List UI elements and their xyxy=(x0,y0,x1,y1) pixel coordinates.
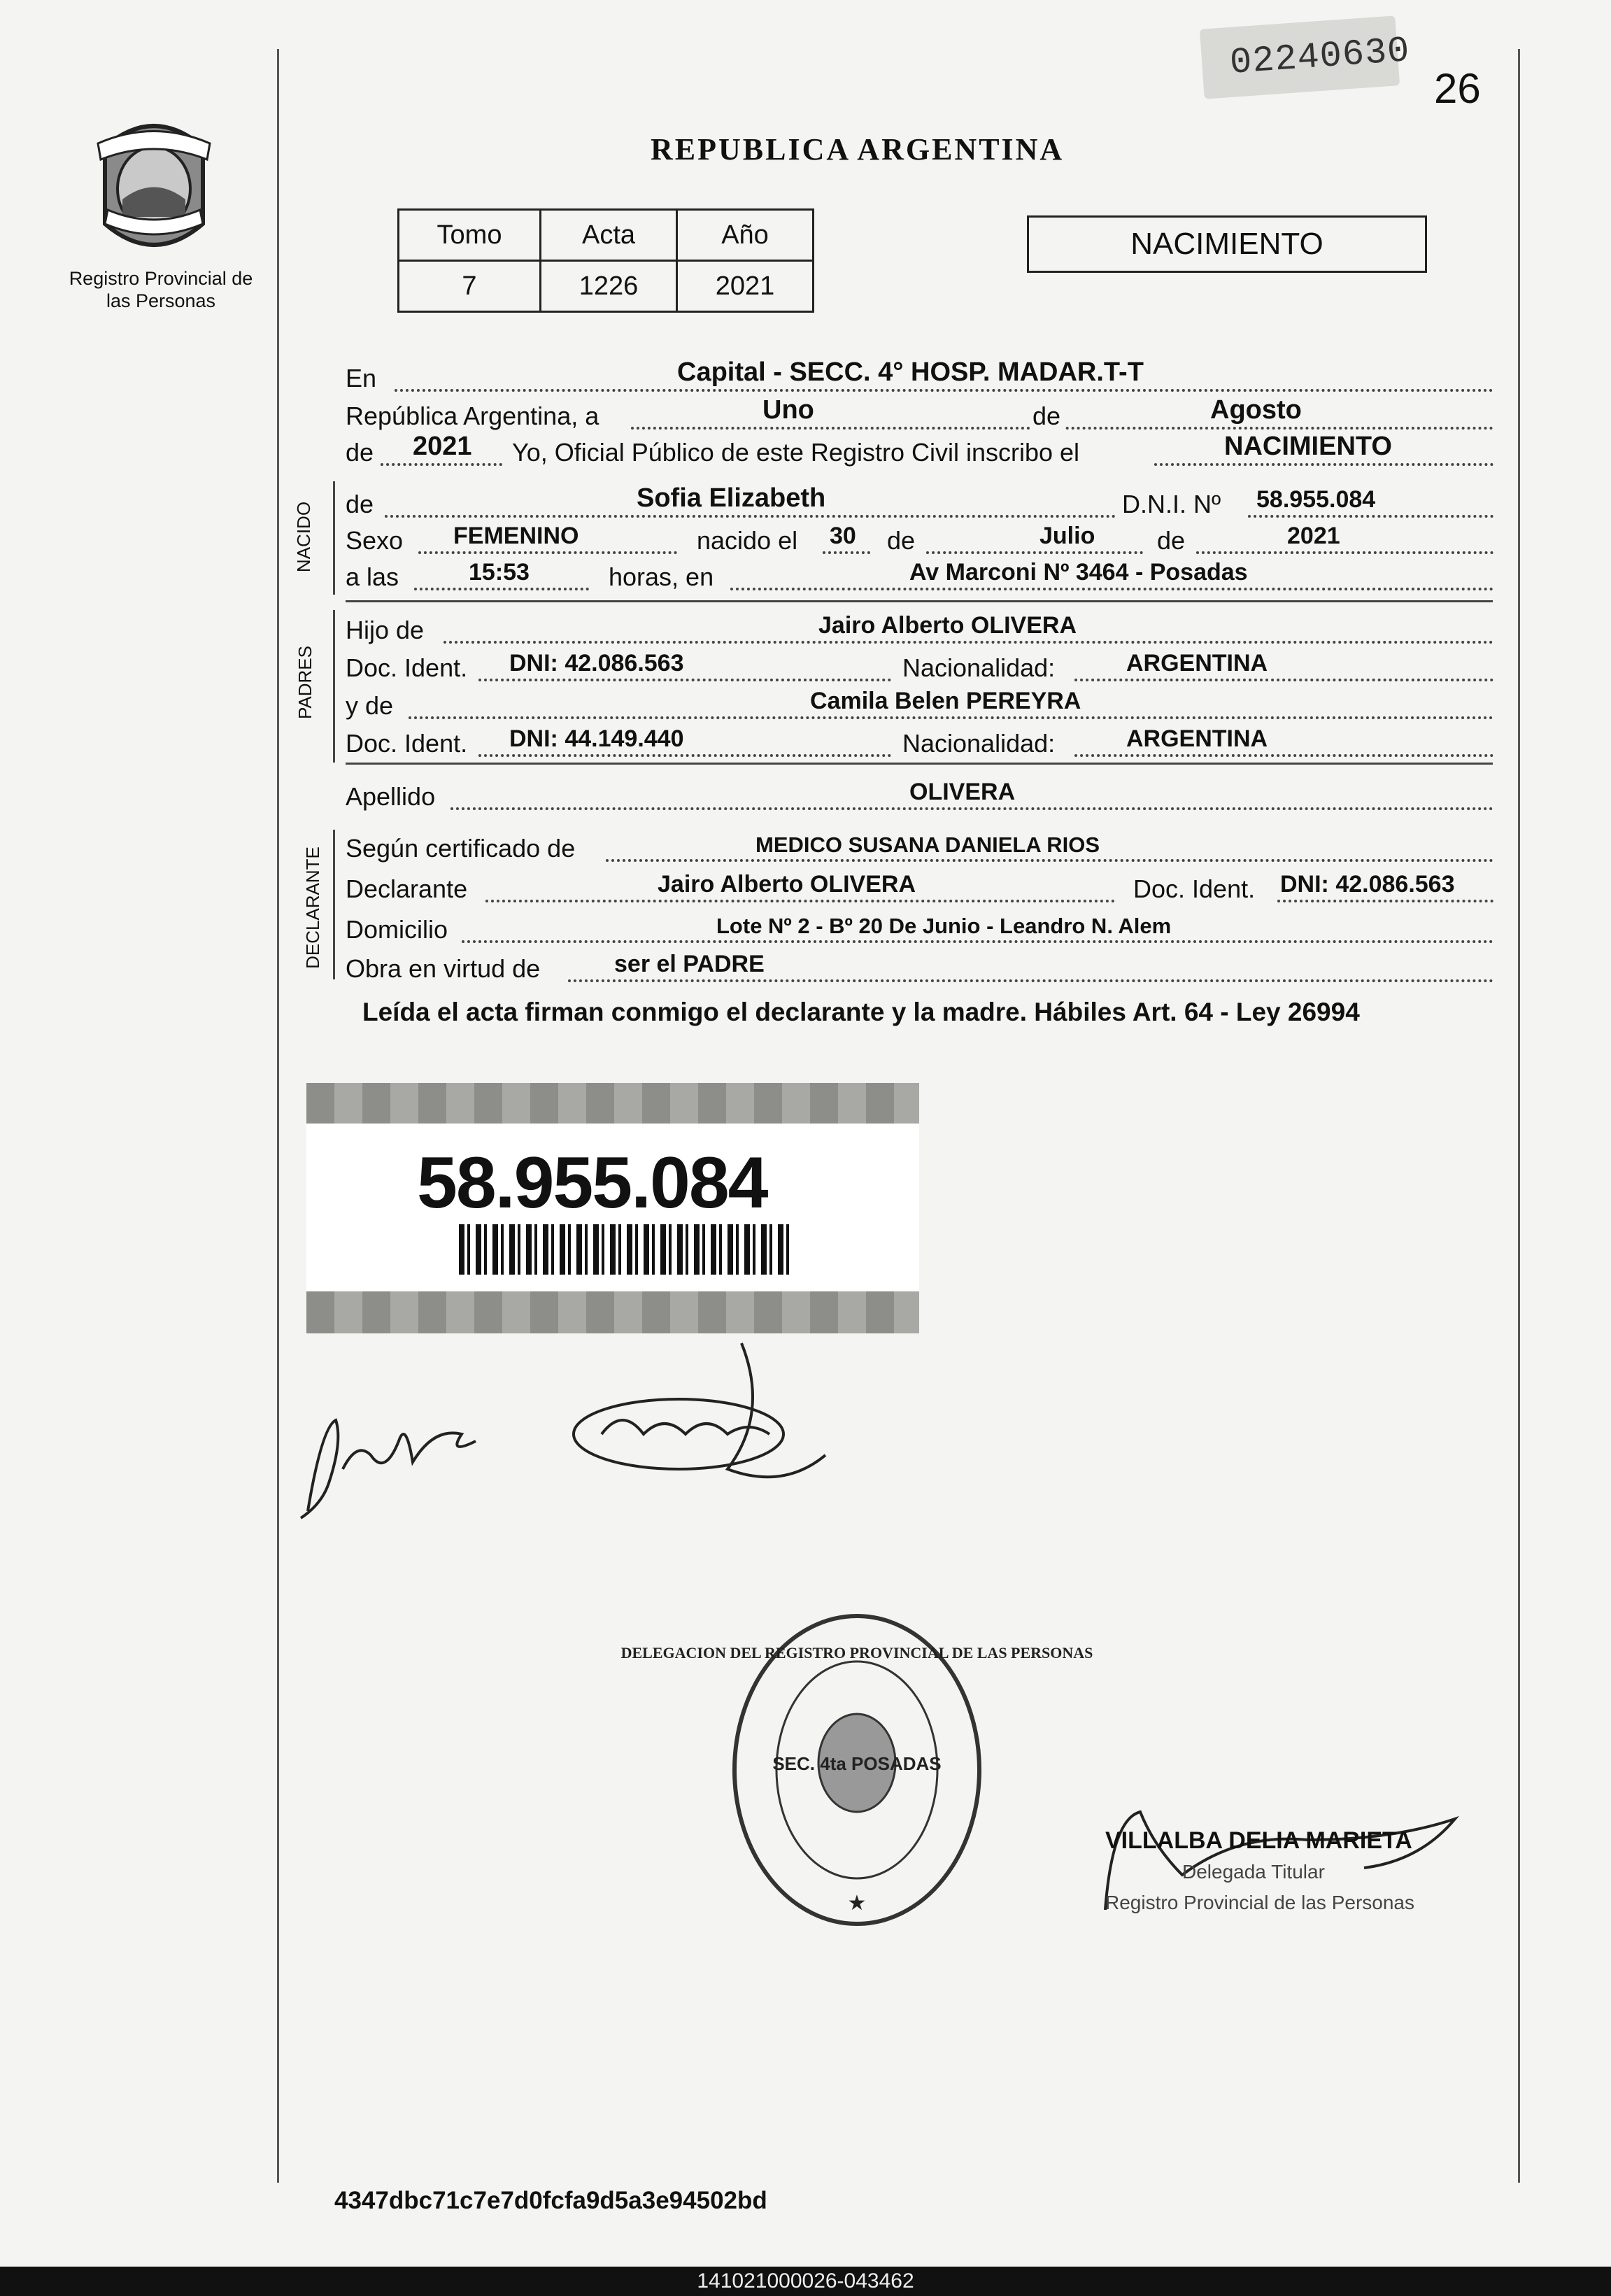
apellido-label: Apellido xyxy=(346,782,436,811)
tomo-value: 7 xyxy=(399,261,541,312)
month-de-label: de xyxy=(1030,402,1063,431)
horas-label: horas, en xyxy=(609,562,714,591)
en-label: En xyxy=(346,364,377,392)
y-de-label: y de xyxy=(346,691,394,720)
year-de-label: de xyxy=(346,438,374,467)
declarante-doc-label: Doc. Ident. xyxy=(1133,874,1256,903)
yo-text: Yo, Oficial Público de este Registro Civil inscribo el xyxy=(512,438,1080,467)
year-value: 2021 xyxy=(413,432,472,461)
mother-doc: DNI: 44.149.440 xyxy=(509,725,684,752)
nacido-divider xyxy=(346,600,1493,602)
declarante-doc: DNI: 42.086.563 xyxy=(1280,871,1455,898)
row-domicilio xyxy=(346,905,1493,947)
row-name xyxy=(346,480,1493,522)
dni-label: D.N.I. Nº xyxy=(1122,490,1221,518)
inscribe-value: NACIMIENTO xyxy=(1224,432,1392,461)
father-nationality-label: Nacionalidad: xyxy=(902,653,1056,682)
birth-time: 15:53 xyxy=(469,559,530,586)
sexo-label: Sexo xyxy=(346,526,404,555)
row-mother-doc xyxy=(346,719,1493,761)
child-name: Sofia Elizabeth xyxy=(637,483,826,513)
seal-star: ★ xyxy=(847,1892,867,1915)
province-logo xyxy=(84,105,224,266)
row-mother xyxy=(346,681,1493,723)
left-margin-line xyxy=(277,49,279,2183)
row-republica xyxy=(346,392,1493,434)
row-certificado xyxy=(346,824,1493,866)
sexo-value: FEMENINO xyxy=(453,523,579,549)
document-hash: 4347dbc71c7e7d0fcfa9d5a3e94502bd xyxy=(334,2187,767,2214)
right-margin-line xyxy=(1518,49,1520,2183)
republica-label: República Argentina, a xyxy=(346,402,599,430)
domicilio-value: Lote Nº 2 - Bº 20 De Junio - Leandro N. Alem xyxy=(716,914,1172,938)
row-apellido xyxy=(346,772,1493,814)
dni-badge-top-band xyxy=(306,1083,919,1125)
father-doc: DNI: 42.086.563 xyxy=(509,650,684,676)
nacido-section-label: NACIDO xyxy=(293,501,315,573)
declarante-value: Jairo Alberto OLIVERA xyxy=(658,871,916,898)
father-nationality: ARGENTINA xyxy=(1126,650,1268,676)
obra-value: ser el PADRE xyxy=(614,951,765,977)
row-father xyxy=(346,606,1493,648)
padres-divider xyxy=(346,763,1493,765)
row-sexo xyxy=(346,516,1493,558)
officer-office: Registro Provincial de las Personas xyxy=(1105,1892,1414,1913)
anio-header: Año xyxy=(677,210,814,261)
official-seal xyxy=(620,1609,1093,1931)
row-year xyxy=(346,428,1493,470)
mother-nationality: ARGENTINA xyxy=(1126,725,1268,752)
officer-role: Delegada Titular xyxy=(1182,1861,1325,1883)
certificado-label: Según certificado de xyxy=(346,834,576,863)
obra-label: Obra en virtud de xyxy=(346,954,541,983)
mother-signature xyxy=(560,1329,853,1497)
declarante-bar xyxy=(333,830,335,979)
tomo-header: Tomo xyxy=(399,210,541,261)
domicilio-label: Domicilio xyxy=(346,915,448,944)
padres-section-label: PADRES xyxy=(294,646,315,719)
declarante-section-label: DECLARANTE xyxy=(301,846,323,969)
father-doc-label: Doc. Ident. xyxy=(346,653,468,682)
mother-doc-label: Doc. Ident. xyxy=(346,729,468,758)
nacido-bar xyxy=(333,481,335,595)
mother-nationality-label: Nacionalidad: xyxy=(902,729,1056,758)
acta-value: 1226 xyxy=(541,261,677,312)
officer-name: VILLALBA DELIA MARIETA xyxy=(1105,1827,1412,1854)
issuer-label: Registro Provincial de las Personas xyxy=(69,268,253,311)
child-dni: 58.955.084 xyxy=(1256,486,1376,513)
row-en xyxy=(346,354,1493,396)
en-value: Capital - SECC. 4° HOSP. MADAR.T-T xyxy=(677,357,1144,387)
padres-bar xyxy=(333,610,335,763)
dni-badge-bottom-band xyxy=(306,1291,919,1333)
birth-day: 30 xyxy=(830,523,856,549)
footer-code: 141021000026-043462 xyxy=(0,2267,1611,2296)
acta-header: Acta xyxy=(541,210,677,261)
apellido-value: OLIVERA xyxy=(909,779,1016,805)
declarante-label: Declarante xyxy=(346,874,468,903)
birth-year-de-label: de xyxy=(1157,526,1186,555)
day-value: Uno xyxy=(762,395,814,425)
row-father-doc xyxy=(346,644,1493,686)
birth-month: Julio xyxy=(1039,523,1095,549)
row-obra xyxy=(346,944,1493,986)
month-value: Agosto xyxy=(1210,395,1302,425)
birth-month-de-label: de xyxy=(887,526,916,555)
document-title: REPUBLICA ARGENTINA xyxy=(651,132,1065,166)
notice-text: Leída el acta firman conmigo el declarante y la madre. Hábiles Art. 64 - Ley 26994 xyxy=(362,998,1360,1026)
anio-value: 2021 xyxy=(677,261,814,312)
hijo-label: Hijo de xyxy=(346,616,425,644)
record-table xyxy=(397,208,814,313)
dni-barcode xyxy=(459,1224,795,1275)
mother-name: Camila Belen PEREYRA xyxy=(810,688,1081,714)
seal-ring-text: DELEGACION DEL REGISTRO PROVINCIAL DE LAS PERSONAS xyxy=(620,1644,1093,1661)
birth-place: Av Marconi Nº 3464 - Posadas xyxy=(909,559,1248,586)
father-name: Jairo Alberto OLIVERA xyxy=(818,612,1077,639)
seal-inner-text: SEC. 4ta POSADAS xyxy=(772,1753,942,1774)
declarante-signature xyxy=(280,1399,490,1525)
name-de-label: de xyxy=(346,490,374,518)
dni-badge-number: 58.955.084 xyxy=(417,1142,767,1224)
row-declarante xyxy=(346,865,1493,907)
stamp-number: 02240630 xyxy=(1228,30,1412,84)
record-type-box: NACIMIENTO xyxy=(1027,215,1427,273)
row-hora xyxy=(346,553,1493,595)
page-number: 26 xyxy=(1434,65,1481,112)
certificado-value: MEDICO SUSANA DANIELA RIOS xyxy=(755,832,1100,857)
stamp-number-label xyxy=(1200,15,1412,99)
a-las-label: a las xyxy=(346,562,399,591)
nacido-label: nacido el xyxy=(697,526,798,555)
birth-year: 2021 xyxy=(1287,523,1340,549)
